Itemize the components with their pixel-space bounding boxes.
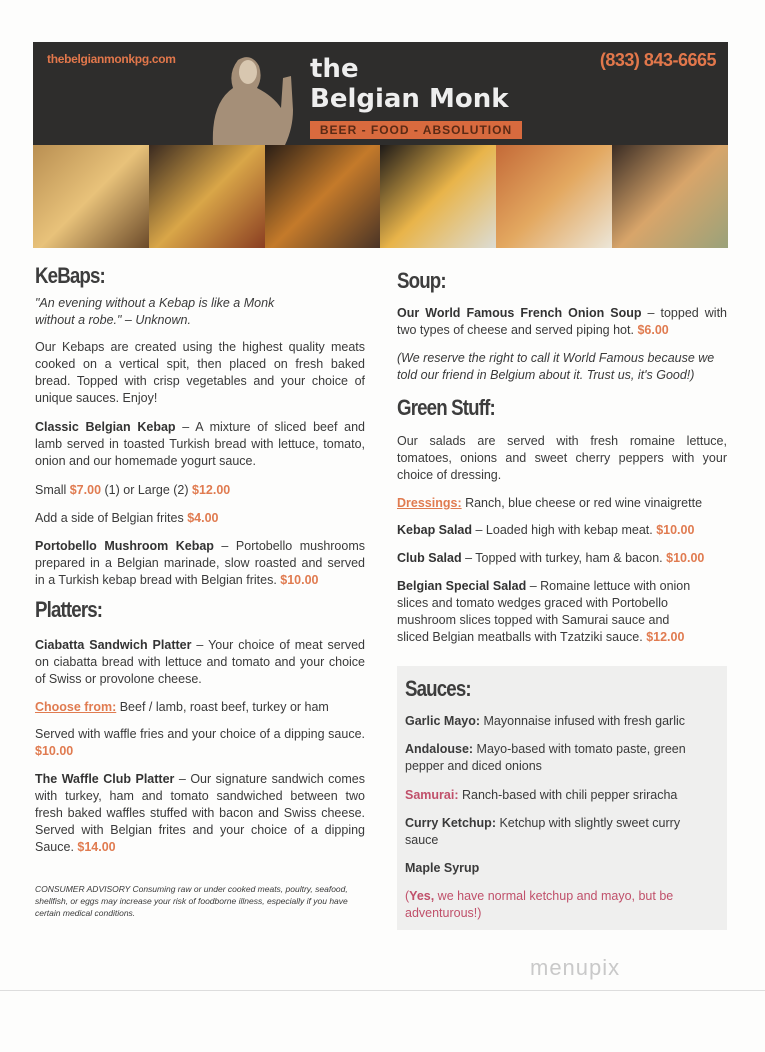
item-desc: – Your choice of meat served on ciabatta bread with lettuce and tomato and your choice of Swiss or provolone cheese. <box>35 638 366 686</box>
tagline: BEER - FOOD - ABSOLUTION <box>310 121 522 139</box>
sauce-name: Andalouse: <box>405 742 474 756</box>
menupix-watermark: menupix <box>530 955 621 980</box>
sauce-curry-ketchup <box>405 815 685 849</box>
item-desc: – Topped with turkey, ham & bacon. <box>461 551 667 565</box>
club-salad <box>397 550 727 567</box>
french-onion-soup <box>397 305 727 339</box>
item-name: Portobello Mushroom Kebap <box>35 539 214 553</box>
kebap-salad <box>397 522 727 539</box>
kebaps-heading: KeBaps: <box>35 263 105 288</box>
size-large: (1) or Large (2) <box>101 483 193 497</box>
sauce-desc: Ketchup with slightly sweet curry sauce <box>405 816 681 847</box>
dressings-label: Dressings: <box>397 496 462 510</box>
dressings-options: Ranch, blue cheese or red wine vinaigrette <box>461 496 703 510</box>
platters-heading: Platters: <box>35 597 103 622</box>
soup-note: (We reserve the right to call it World Famous because we told our friend in Belgium about it. Trust us, it's Good!) <box>397 351 715 382</box>
sauce-name: Garlic Mayo: <box>405 714 481 728</box>
choose-label: Choose from: <box>35 700 117 714</box>
price: $10.00 <box>656 523 695 537</box>
sauce-andalouse <box>405 741 705 775</box>
sauces-note <box>405 888 695 922</box>
sauce-desc: Ranch-based with chili pepper sriracha <box>458 788 678 802</box>
item-name: The Waffle Club Platter <box>35 772 175 786</box>
sauce-desc: Mayonnaise infused with fresh garlic <box>480 714 685 728</box>
choose-options: Beef / lamb, roast beef, turkey or ham <box>116 700 329 714</box>
item-name: Belgian Special Salad <box>397 579 527 593</box>
item-desc: Add a side of Belgian frites <box>35 511 188 525</box>
menu-header <box>33 42 728 145</box>
kebaps-intro: Our Kebaps are created using the highest quality meats cooked on a vertical spit, then placed on fresh baked bread. Topped with crisp vegetables and your choice of unique sauces. Enjoy! <box>35 340 365 405</box>
soup-heading: Soup: <box>397 268 446 293</box>
sauce-name: Samurai: <box>405 788 459 802</box>
item-desc: Served with waffle fries and your choice of a dipping sauce. <box>35 727 365 741</box>
kebap-photo <box>33 145 149 248</box>
phone-number[interactable]: (833) 843-6665 <box>599 50 716 70</box>
price: $10.00 <box>280 573 319 587</box>
item-name: Our World Famous French Onion Soup <box>397 306 642 320</box>
item-name: Kebap Salad <box>397 523 473 537</box>
price: $12.00 <box>192 483 231 497</box>
item-name: Ciabatta Sandwich Platter <box>35 638 192 652</box>
item-name: Club Salad <box>397 551 462 565</box>
frites-photo <box>380 145 496 248</box>
ciabatta-platter <box>35 637 365 688</box>
item-desc: – A mixture of sliced beef and lamb served in toasted Turkish bread with lettuce, tomato, onion and our homemade yogurt sauce. <box>35 420 365 468</box>
side-frites <box>35 510 365 527</box>
beer-photo <box>265 145 381 248</box>
salads-intro: Our salads are served with fresh romaine lettuce, tomatoes, onions and sweet cherry peppers with your choice of dressing. <box>397 434 727 482</box>
choose-from <box>35 699 365 716</box>
sauce-name: Maple Syrup <box>405 861 480 875</box>
price: $10.00 <box>35 744 74 758</box>
dressings <box>397 495 727 512</box>
sauces-box <box>397 666 727 930</box>
food-photo-strip <box>33 145 728 248</box>
platter-served-with <box>35 726 365 760</box>
monk-logo-icon <box>193 48 303 145</box>
website-link[interactable]: thebelgianmonkpg.com <box>47 52 176 66</box>
note-yes: Yes, <box>409 889 435 903</box>
belgian-special-salad <box>397 578 697 646</box>
note-text: we have normal ketchup and mayo, but be adventurous!) <box>405 889 674 920</box>
sauces-heading: Sauces: <box>405 676 471 701</box>
wrap-photo <box>612 145 728 248</box>
item-desc: – topped with two types of cheese and served piping hot. <box>397 306 727 337</box>
sauce-garlic-mayo <box>405 713 715 730</box>
portobello-kebap <box>35 538 365 589</box>
classic-belgian-kebap <box>35 419 365 470</box>
sauce-desc: Mayo-based with tomato paste, green pepper and diced onions <box>405 742 686 773</box>
price: $7.00 <box>69 483 102 497</box>
price: $12.00 <box>646 630 685 644</box>
waffle-photo <box>496 145 612 248</box>
logo-the: the <box>310 54 359 84</box>
sauce-samurai <box>405 787 715 804</box>
item-desc: – Loaded high with kebap meat. <box>472 523 657 537</box>
item-name: Classic Belgian Kebap <box>35 420 176 434</box>
size-small: Small <box>35 483 70 497</box>
sauce-maple-syrup <box>405 860 715 877</box>
ribs-fries-photo <box>149 145 265 248</box>
item-desc: – Portobello mushrooms prepared in a Belgian marinade, slow roasted and served in a Turkish kebap bread with Belgian frites. <box>35 539 365 587</box>
price: $4.00 <box>187 511 219 525</box>
waffle-club-platter <box>35 771 365 856</box>
price: $14.00 <box>77 840 116 854</box>
price: $10.00 <box>666 551 705 565</box>
consumer-advisory: CONSUMER ADVISORY Consuming raw or under cooked meats, poultry, seafood, shellfish, or eggs may increase your risk of foodborne illness, especially if you have certain medical conditions. <box>35 884 348 918</box>
note-paren: ( <box>405 889 410 903</box>
logo-name: Belgian Monk <box>310 84 509 114</box>
item-desc: – Romaine lettuce with onion slices and tomato wedges graced with Portobello mushroom slices topped with Samurai sauce and sliced Belgian meatballs with Tzatziki sauce. <box>397 579 691 644</box>
kebap-sizes <box>35 482 365 499</box>
page-edge-divider <box>0 990 765 991</box>
item-desc: – Our signature sandwich comes with turkey, ham and tomato sandwiched between two fresh baked waffles stuffed with bacon and Swiss cheese. Served with Belgian frites and your choice of a dipping Sauce. <box>35 772 365 854</box>
green-stuff-heading: Green Stuff: <box>397 395 495 420</box>
kebaps-quote: "An evening without a Kebap is like a Monk without a robe." – Unknown. <box>35 296 275 327</box>
price: $6.00 <box>637 323 669 337</box>
sauce-name: Curry Ketchup: <box>405 816 496 830</box>
